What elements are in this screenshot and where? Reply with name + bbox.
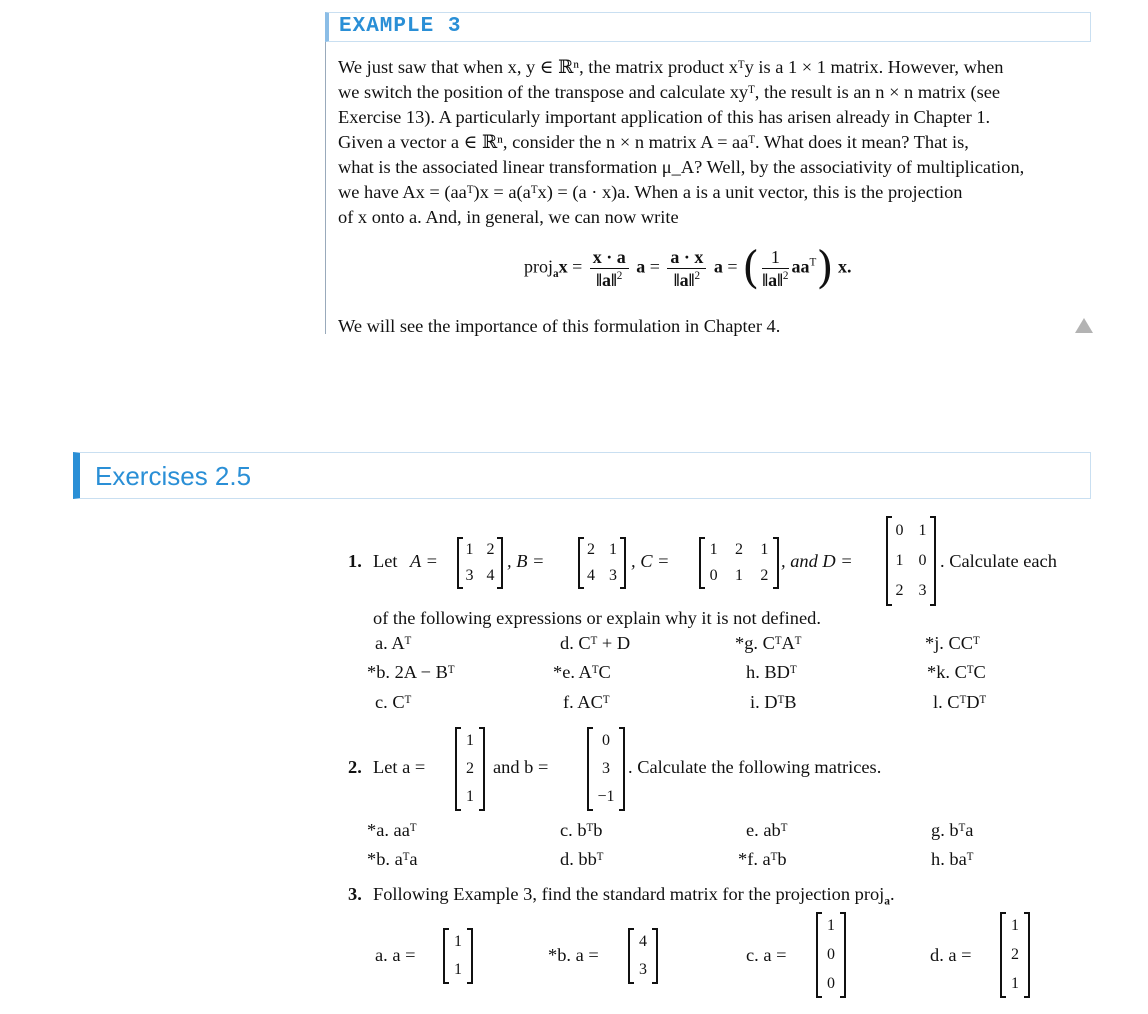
q1-part: f. ACᵀ	[563, 692, 610, 712]
q1-line2: of the following expressions or explain why it is not defined.	[373, 608, 821, 628]
formula-fraction-2: $\frac{a \cdot x}{‖a‖^2}$	[667, 246, 706, 291]
formula-proj: proj	[524, 256, 553, 277]
q1-A-label: A =	[410, 551, 438, 571]
end-of-example-icon	[1075, 318, 1093, 333]
q1-B-label: , B =	[507, 551, 545, 571]
q2-part: *a. aaᵀ	[367, 820, 417, 840]
vector-a: 1 2 1	[455, 727, 485, 811]
q2-part: *b. aᵀa	[367, 849, 418, 869]
q1-part: *e. AᵀC	[553, 662, 611, 682]
matrix-D: 0 1 1 0 2 3	[886, 516, 936, 606]
q1-part: *b. 2A − Bᵀ	[367, 662, 455, 682]
q2-part: *f. aᵀb	[738, 849, 787, 869]
formula-var: x	[558, 256, 568, 277]
q3-vector: 4 3	[628, 928, 658, 984]
q2-tail: . Calculate the following matrices.	[628, 757, 882, 777]
vector-b: 0 3 −1	[587, 727, 625, 811]
q2-part: g. bᵀa	[931, 820, 974, 840]
matrix-A: 1 2 3 4	[457, 537, 503, 589]
formula-vec-2: a	[713, 256, 723, 277]
q1-number: 1.	[348, 551, 362, 571]
q1-C-label: , C =	[631, 551, 670, 571]
formula-outer: aa	[791, 256, 810, 277]
q1-part: h. BDᵀ	[746, 662, 797, 682]
q2-number: 2.	[348, 757, 362, 777]
q3-part-label: c. a =	[746, 945, 787, 965]
q1-part: a. Aᵀ	[375, 633, 412, 653]
q1-part: l. CᵀDᵀ	[933, 692, 987, 712]
q2-let: Let a =	[373, 757, 426, 777]
q1-part: *j. CCᵀ	[925, 633, 980, 653]
q3-part-label: *b. a =	[548, 945, 599, 965]
example-side-rule	[325, 42, 326, 334]
q3-vector: 1 2 1	[1000, 912, 1030, 998]
formula-fraction-3: $\frac{1}{‖a‖^2}$	[762, 247, 789, 290]
q2-part: d. bbᵀ	[560, 849, 604, 869]
q1-D-label: , and D =	[781, 551, 853, 571]
q2-part: c. bᵀb	[560, 820, 603, 840]
q1-part: *g. CᵀAᵀ	[735, 633, 802, 653]
projection-formula: proj$_a$x = $\frac{x \cdot a}{‖a‖^2}$ a = $\frac{a \cdot x}{‖a‖^2}$ a = ( $\frac{1}{‖a‖^2}$ $aa^T$) x.	[524, 242, 852, 294]
matrix-C: 1 2 1 0 1 2	[699, 537, 779, 589]
formula-fraction-1: $\frac{x \cdot a}{‖a‖^2}$	[590, 246, 629, 291]
exercises-title: Exercises 2.5	[95, 461, 252, 491]
q3-part-label: d. a =	[930, 945, 972, 965]
q1-part: c. Cᵀ	[375, 692, 412, 712]
q3-part-label: a. a =	[375, 945, 416, 965]
example-closing: We will see the importance of this formulation in Chapter 4.	[338, 316, 781, 336]
example-line: of x onto a. And, in general, we can now write	[338, 207, 679, 227]
example-line: Given a vector a ∈ ℝⁿ, consider the n × n matrix A = aaᵀ. What does it mean? That is,	[338, 132, 969, 152]
example-line: we have Ax = (aaᵀ)x = a(aᵀx) = (a · x)a. When a is a unit vector, this is the projection	[338, 182, 963, 202]
example-line: what is the associated linear transformation μ_A? Well, by the associativity of multiplication,	[338, 157, 1025, 177]
q1-let: Let	[373, 551, 398, 571]
exercises-header	[73, 452, 1091, 499]
q1-part: *k. CᵀC	[927, 662, 986, 682]
q1-part: d. Cᵀ + D	[560, 633, 631, 653]
q1-part: i. DᵀB	[750, 692, 797, 712]
formula-sub: a	[553, 268, 559, 281]
formula-tail: x.	[838, 256, 852, 277]
q2-part: h. baᵀ	[931, 849, 974, 869]
q2-part: e. abᵀ	[746, 820, 788, 840]
matrix-B: 2 1 4 3	[578, 537, 626, 589]
example-line: Exercise 13). A particularly important application of this has arisen already in Chapter 1.	[338, 107, 991, 127]
example-title: EXAMPLE 3	[339, 15, 462, 38]
formula-vec-1: a	[636, 256, 646, 277]
q1-tail: . Calculate each	[940, 551, 1057, 571]
q3-number: 3.	[348, 884, 362, 904]
q3-text: Following Example 3, find the standard matrix for the projection proj$_a$.	[373, 884, 895, 908]
example-line: We just saw that when x, y ∈ ℝⁿ, the matrix product xᵀy is a 1 × 1 matrix. However, when	[338, 57, 1004, 77]
example-header	[325, 12, 1091, 42]
q2-and: and b =	[493, 757, 549, 777]
q3-vector: 1 0 0	[816, 912, 846, 998]
example-line: we switch the position of the transpose and calculate xyᵀ, the result is an n × n matrix (see	[338, 82, 1001, 102]
example-body	[338, 55, 1092, 230]
q3-vector: 1 1	[443, 928, 473, 984]
